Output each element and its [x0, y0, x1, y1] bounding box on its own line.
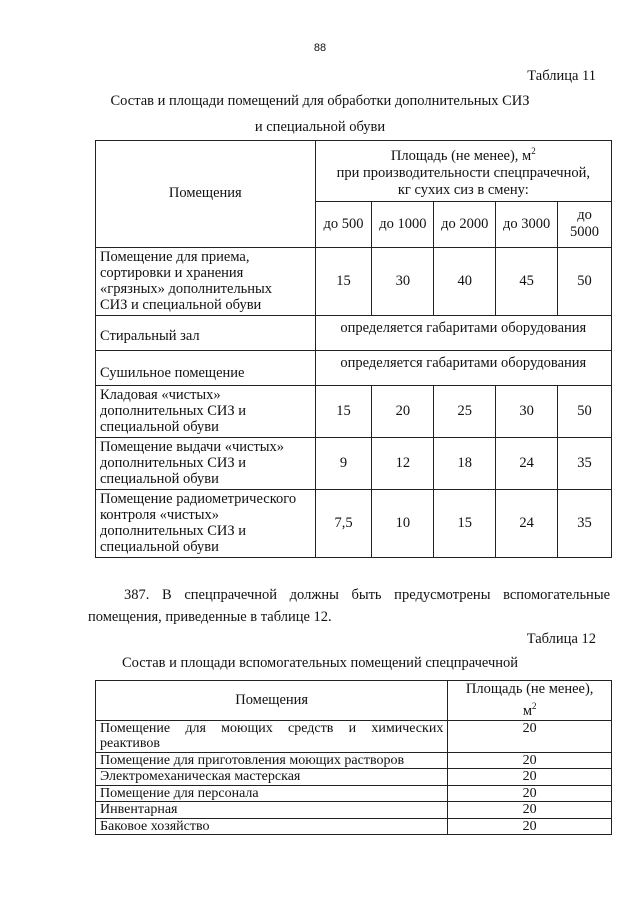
table-11 [95, 140, 612, 558]
table11-capacity-col: до 1000 [372, 201, 434, 247]
table-row [96, 785, 612, 802]
table12-room-name: Инвентарная [96, 802, 448, 819]
table11-cell: 35 [558, 489, 612, 557]
table12-room-name: Электромеханическая мастерская [96, 769, 448, 786]
table12-room-name: Помещение для приготовления моющих растворов [96, 752, 448, 769]
table11-room-name: Помещение выдачи «чистых» дополнительных СИЗ и специальной обуви [96, 437, 316, 489]
table-row [96, 720, 612, 752]
table-row [96, 818, 612, 835]
table11-cell: 15 [434, 489, 496, 557]
table-row [96, 437, 612, 489]
table11-room-name: Кладовая «чистых» дополнительных СИЗ и специальной обуви [96, 385, 316, 437]
table-row [96, 489, 612, 557]
table11-cell: 50 [558, 247, 612, 315]
table11-cell: 25 [434, 385, 496, 437]
table-row [96, 247, 612, 315]
table11-cell: 35 [558, 437, 612, 489]
table-row [96, 385, 612, 437]
table11-cell: 24 [496, 489, 558, 557]
paragraph-line: 387. В спецпрачечной должны быть предусмотрены вспомогательные [124, 587, 610, 603]
table12-room-name: Помещение для персонала [96, 785, 448, 802]
table-row [96, 752, 612, 769]
table11-room-name: Сушильное помещение [96, 350, 316, 385]
table-row [96, 350, 612, 385]
table11-capacity-col: до 3000 [496, 201, 558, 247]
table11-cell: 9 [315, 437, 372, 489]
table11-header-rooms: Помещения [96, 141, 316, 248]
table11-cell: 12 [372, 437, 434, 489]
table11-cell: 30 [372, 247, 434, 315]
table11-cell: 30 [496, 385, 558, 437]
table11-cell: 20 [372, 385, 434, 437]
table-row [96, 315, 612, 350]
page-number: 88 [313, 42, 327, 54]
table11-label: Таблица 11 [527, 68, 596, 84]
paragraph-387 [88, 584, 610, 628]
table11-span-cell: определяется габаритами оборудования [315, 315, 611, 350]
table11-caption-line1: Состав и площади помещений для обработки дополнительных СИЗ [110, 93, 530, 109]
table-row [96, 802, 612, 819]
table11-cell: 15 [315, 385, 372, 437]
table11-cell: 15 [315, 247, 372, 315]
table12-cell: 20 [448, 818, 612, 835]
table11-cell: 10 [372, 489, 434, 557]
table11-caption [0, 88, 640, 140]
table11-cell: 40 [434, 247, 496, 315]
table11-cell: 50 [558, 385, 612, 437]
table11-capacity-col: до 5000 [558, 201, 612, 247]
table11-room-name: Помещение для приема, сортировки и хранения «грязных» дополнительных СИЗ и специальной обуви [96, 247, 316, 315]
table-12 [95, 680, 612, 835]
table-row [96, 769, 612, 786]
table11-cell: 18 [434, 437, 496, 489]
table12-cell: 20 [448, 752, 612, 769]
table12-caption: Состав и площади вспомогательных помещений спецпрачечной [121, 655, 519, 671]
table11-room-name: Стиральный зал [96, 315, 316, 350]
table11-caption-line2: и специальной обуви [254, 119, 386, 135]
table12-header-area: Площадь (не менее), $м^2$ [448, 681, 612, 721]
table12-cell: 20 [448, 802, 612, 819]
table11-cell: 24 [496, 437, 558, 489]
table12-header-rooms: Помещения [96, 681, 448, 721]
table11-cell: 7,5 [315, 489, 372, 557]
table11-span-cell: определяется габаритами оборудования [315, 350, 611, 385]
table12-cell: 20 [448, 720, 612, 752]
paragraph-line: помещения, приведенные в таблице 12. [88, 609, 332, 625]
table12-cell: 20 [448, 769, 612, 786]
table11-capacity-col: до 500 [315, 201, 372, 247]
table12-cell: 20 [448, 785, 612, 802]
table11-capacity-col: до 2000 [434, 201, 496, 247]
table11-header-area: Площадь (не менее), $м^2$ при производительности спецпрачечной, кг сухих сиз в смену: [315, 141, 611, 202]
table12-room-name: Помещение для моющих средств и химических реактивов [96, 720, 448, 752]
table11-cell: 45 [496, 247, 558, 315]
table11-room-name: Помещение радиометрического контроля «чистых» дополнительных СИЗ и специальной обуви [96, 489, 316, 557]
table12-label: Таблица 12 [526, 631, 596, 647]
table12-room-name: Баковое хозяйство [96, 818, 448, 835]
